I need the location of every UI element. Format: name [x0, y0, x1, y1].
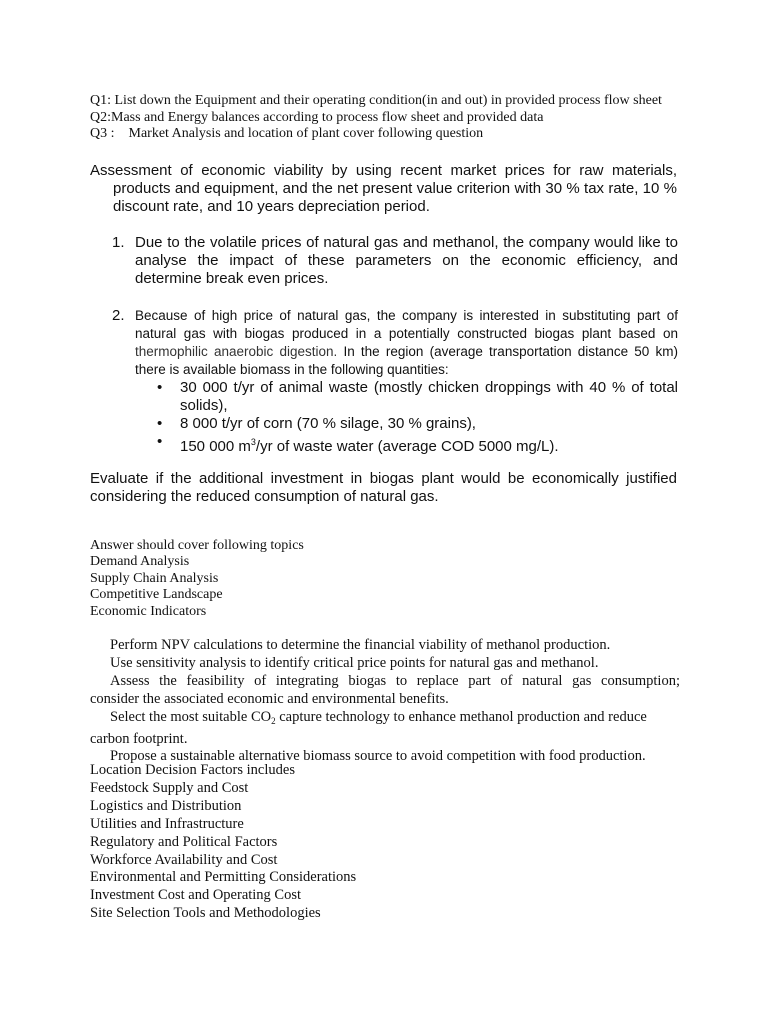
item-text-a: Because of high price of natural gas, the company is interested in substituting part of natural gas with biogas produced in a potentially constructed biogas plant based on — [135, 308, 678, 341]
task-co2-line-1: Select the most suitable $CO_2$ capture technology to enhance methanol production and reduce — [110, 708, 647, 726]
task-biomass: Propose a sustainable alternative biomass source to avoid competition with food production. — [110, 748, 646, 765]
numbered-item-2 — [112, 307, 678, 379]
bullet-animal-waste: • 30 000 t/yr of animal waste (mostly chicken droppings with 40 % of total solids), — [157, 379, 678, 414]
topic-item: Economic Indicators — [90, 603, 207, 619]
location-item: Logistics and Distribution — [90, 797, 242, 814]
bullet-icon: • — [157, 379, 163, 396]
evaluate-line-2: considering the reduced consumption of natural gas. — [90, 488, 439, 505]
intro-line-1: Assessment of economic viability by using recent market prices for raw materials, — [90, 162, 677, 179]
item-text-c: In the region (average transportation distance 50 km) there is available biomass in the following quantities: — [135, 344, 678, 377]
evaluate-line-1: Evaluate if the additional investment in biogas plant would be economically justified — [90, 470, 677, 487]
location-item: Workforce Availability and Cost — [90, 851, 278, 868]
question-q2: Q2:Mass and Energy balances according to process flow sheet and provided data — [90, 109, 544, 125]
intro-paragraph — [90, 162, 677, 216]
item-number: 2. — [112, 307, 125, 324]
location-item: Environmental and Permitting Considerations — [90, 869, 357, 886]
task-biogas-line-1: Assess the feasibility of integrating biogas to replace part of natural gas consumption; — [110, 672, 680, 689]
bullet-icon: • — [157, 433, 163, 450]
biomass-bullet-list — [157, 379, 678, 456]
location-item: Regulatory and Political Factors — [90, 833, 278, 850]
tasks-list — [90, 637, 680, 766]
item-text — [135, 307, 678, 379]
topic-item: Demand Analysis — [90, 554, 190, 570]
bullet-waste-water: • 150 000 $m^3/yr$ of waste water (average COD 5000 mg/L). — [157, 433, 559, 455]
location-heading: Location Decision Factors includes — [90, 762, 295, 778]
numbered-item-1 — [112, 234, 678, 288]
topic-item: Competitive Landscape — [90, 587, 223, 603]
topics-heading: Answer should cover following topics — [90, 538, 304, 553]
item-text: Due to the volatile prices of natural gas and methanol, the company would like to analyse the impact of these parameters on the economic efficiency, and determine break even prices. — [135, 234, 678, 287]
question-q3: Q3 : Market Analysis and location of plant cover following question — [90, 126, 484, 141]
task-co2-line-2: carbon footprint. — [90, 730, 188, 747]
question-list — [90, 93, 690, 143]
item-number: 1. — [112, 234, 125, 251]
evaluate-paragraph — [90, 470, 677, 506]
location-item: Site Selection Tools and Methodologies — [90, 905, 321, 922]
task-biogas-line-2: consider the associated economic and environmental benefits. — [90, 690, 449, 707]
location-item: Utilities and Infrastructure — [90, 815, 244, 832]
bullet-corn: • 8 000 t/yr of corn (70 % silage, 30 % grains), — [157, 415, 476, 432]
bullet-icon: • — [157, 415, 163, 432]
intro-line-rest: products and equipment, and the net present value criterion with 30 % tax rate, 10 % discount rate, and 10 years depreciation period. — [113, 180, 677, 215]
task-sensitivity: Use sensitivity analysis to identify critical price points for natural gas and methanol. — [110, 654, 599, 671]
location-item: Investment Cost and Operating Cost — [90, 887, 302, 904]
location-factors-list — [90, 762, 680, 923]
task-npv: Perform NPV calculations to determine the financial viability of methanol production. — [110, 637, 611, 653]
question-q1: Q1: List down the Equipment and their operating condition(in and out) in provided process flow sheet — [90, 93, 662, 108]
topic-item: Supply Chain Analysis — [90, 570, 219, 586]
location-item: Feedstock Supply and Cost — [90, 779, 249, 796]
item-text-b: thermophilic anaerobic digestion. — [135, 344, 338, 359]
topics-list — [90, 538, 490, 620]
